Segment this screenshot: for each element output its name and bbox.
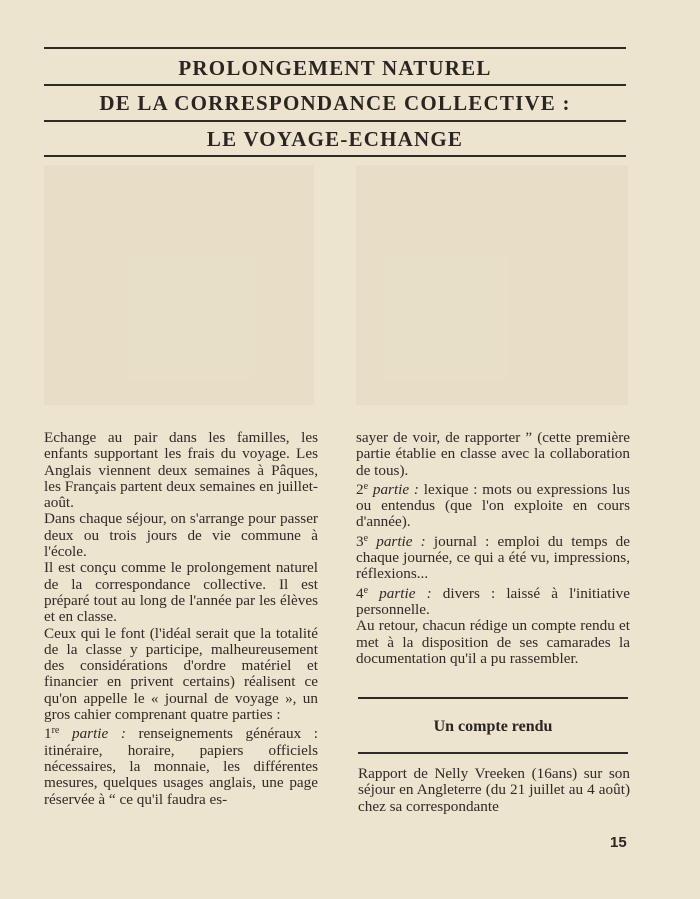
part-2 [356,479,630,531]
paragraph-exchange: Echange au pair dans les familles, les enfants supportant les frais du voyage. Les Anglais viennent deux semaines à Pâques, les Français partent deux semaines en juillet-août. [44,429,318,512]
part-2-sup: e [363,480,369,492]
part-1-continued: sayer de voir, de rapporter ” (cette première partie établie en classe avec la collaboration de tous). [356,429,630,479]
part-3-number: 3 [356,532,364,550]
subheading: Un compte rendu [433,718,553,735]
part-4-sup: e [363,584,369,596]
part-2-number: 2 [356,480,364,498]
part-4-text: divers : laissé à l'initiative personnelle. [356,584,631,618]
paragraph-conception: Il est conçu comme le prolongement naturel de la correspondance collective. Il est préparé tout au long de l'année par les élèves et en classe. [44,559,318,626]
title-rule-top [44,47,626,49]
page-number: 15 [610,834,627,851]
part-2-text: lexique : mots ou expressions lus ou entendus (que l'on exploite en cours d'année). [356,480,630,531]
paragraph-journal: Ceux qui le font (l'idéal serait que la totalité de la classe y participe, malheureusement des considérations d'ordre matériel et financier en privent certains) réalisent ce qu'on appelle le « journal de voyage », un gros cahier comprenant quatre parties : [44,624,318,724]
part-1-label: partie : [71,725,126,743]
title-rule-bottom [44,155,626,157]
part-3-text: journal : emploi du temps de chaque journée, ce qui a été vu, impressions, réflexions... [356,532,630,583]
report-paragraph: Rapport de Nelly Vreeken (16ans) sur son séjour en Angleterre (du 21 juillet au 4 août) chez sa correspondante [358,765,630,815]
part-3-label: partie : [376,532,426,550]
paragraph-stay: Dans chaque séjour, on s'arrange pour passer deux ou trois jours de vie commune à l'école. [44,510,318,561]
part-1-text: renseignements généraux : itinéraire, horaire, papiers officiels nécessaires, la monnaie, les différentes mesures, quelques usages anglais, une page réservée à “ ce qu'il faudra es- [44,725,318,808]
subheading-rule-top [358,697,628,699]
title-line-2: DE LA CORRESPONDANCE COLLECTIVE : [99,91,571,115]
part-3-sup: e [363,532,369,544]
left-column [44,430,318,808]
paragraph-return: Au retour, chacun rédige un compte rendu et met à la disposition de ses camarades la documentation qu'il a pu rassembler. [356,617,630,667]
subheading-rule-bottom [358,752,628,754]
show-through-right [356,165,628,405]
part-3 [356,531,630,583]
part-1-number: 1 [44,725,52,743]
part-2-label: partie : [372,480,419,498]
title-line-1: PROLONGEMENT NATUREL [178,56,492,80]
right-column [356,430,630,667]
title-rule-2 [44,84,626,86]
title-line-3: LE VOYAGE-ECHANGE [206,127,464,151]
part-4-number: 4 [356,584,364,602]
show-through-left [44,165,314,405]
part-4 [356,583,630,619]
part-1-sup: re [51,725,60,737]
title-rule-3 [44,120,626,122]
part-4-label: partie : [379,584,432,602]
part-1 [44,723,318,807]
